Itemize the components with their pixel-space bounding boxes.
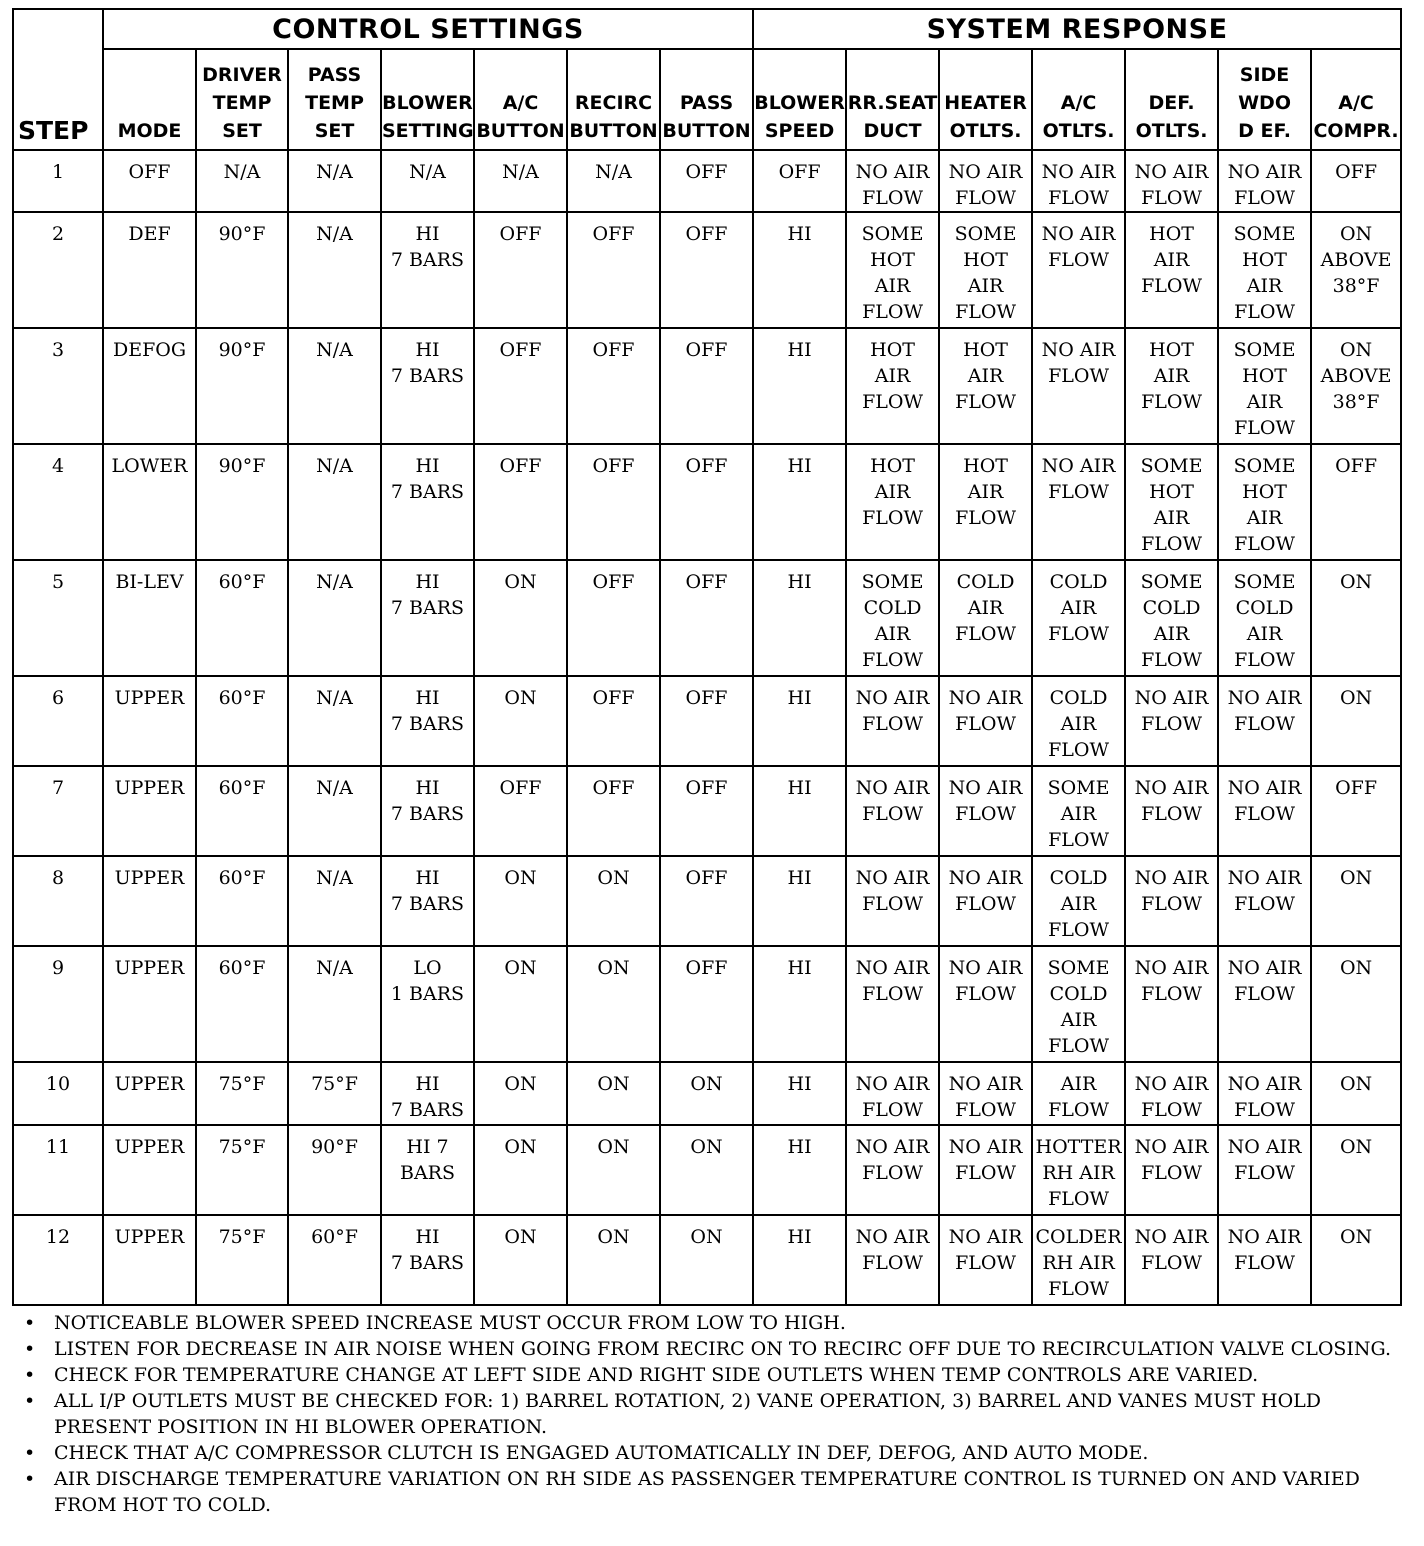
cell-step: 2 [13,212,103,328]
cell-rr-seat-duct: NO AIR FLOW [846,150,939,212]
table-row [13,1215,1401,1305]
cell-side-window-defog: NO AIR FLOW [1218,676,1311,766]
cell-side-window-defog: SOME HOT AIR FLOW [1218,444,1311,560]
cell-pass-temp-set: N/A [288,212,381,328]
cell-side-window-defog: SOME HOT AIR FLOW [1218,212,1311,328]
cell-blower-speed: HI [753,1062,846,1125]
cell-pass-button: OFF [660,150,753,212]
cell-ac-compressor: ON [1311,1062,1401,1125]
note-item [22,1440,1412,1466]
cell-ac-button: OFF [474,328,567,444]
group-header-row [13,9,1401,49]
cell-pass-button: ON [660,1062,753,1125]
cell-rr-seat-duct: NO AIR FLOW [846,1062,939,1125]
cell-blower-setting: HI 7 BARS [381,328,474,444]
cell-side-window-defog: NO AIR FLOW [1218,1062,1311,1125]
cell-pass-temp-set: N/A [288,946,381,1062]
cell-ac-compressor: OFF [1311,150,1401,212]
control-settings-heading: CONTROL SETTINGS [103,9,753,49]
cell-mode: LOWER [103,444,196,560]
cell-step: 10 [13,1062,103,1125]
cell-ac-button: ON [474,1125,567,1215]
cell-blower-setting: HI 7 BARS [381,444,474,560]
cell-pass-temp-set: N/A [288,856,381,946]
cell-heater-outlets: NO AIR FLOW [939,946,1032,1062]
column-header-side-window-defog: SIDE WDO D EF. [1218,49,1311,150]
cell-def-outlets: NO AIR FLOW [1125,676,1218,766]
cell-blower-setting: HI 7 BARS [381,676,474,766]
cell-recirc-button: OFF [567,444,660,560]
column-header-recirc-button: RECIRC BUTTON [567,49,660,150]
cell-pass-button: OFF [660,856,753,946]
cell-blower-setting: HI 7 BARS [381,1062,474,1125]
cell-pass-temp-set: N/A [288,560,381,676]
cell-heater-outlets: NO AIR FLOW [939,150,1032,212]
cell-step: 1 [13,150,103,212]
cell-ac-outlets: SOME AIR FLOW [1032,766,1125,856]
cell-ac-outlets: NO AIR FLOW [1032,212,1125,328]
cell-pass-button: OFF [660,212,753,328]
cell-ac-button: ON [474,560,567,676]
cell-driver-temp-set: 90°F [196,328,288,444]
cell-ac-button: ON [474,946,567,1062]
cell-pass-temp-set: 60°F [288,1215,381,1305]
cell-def-outlets: NO AIR FLOW [1125,856,1218,946]
cell-mode: UPPER [103,1062,196,1125]
cell-mode: UPPER [103,1215,196,1305]
cell-pass-temp-set: N/A [288,766,381,856]
cell-ac-compressor: ON [1311,1125,1401,1215]
column-header-mode: MODE [103,49,196,150]
cell-blower-setting: HI 7 BARS [381,1125,474,1215]
cell-mode: UPPER [103,766,196,856]
column-header-row [13,49,1401,150]
note-item [22,1466,1412,1518]
table-row [13,560,1401,676]
cell-def-outlets: NO AIR FLOW [1125,1125,1218,1215]
cell-def-outlets: NO AIR FLOW [1125,150,1218,212]
cell-heater-outlets: SOME HOT AIR FLOW [939,212,1032,328]
cell-mode: UPPER [103,1125,196,1215]
cell-recirc-button: OFF [567,212,660,328]
cell-rr-seat-duct: NO AIR FLOW [846,1215,939,1305]
bullet-icon: • [24,1390,36,1412]
cell-blower-speed: HI [753,328,846,444]
step-corner [13,9,103,49]
cell-rr-seat-duct: SOME COLD AIR FLOW [846,560,939,676]
cell-blower-speed: HI [753,560,846,676]
column-header-driver-temp-set: DRIVER TEMP SET [196,49,288,150]
table-row [13,766,1401,856]
table-row [13,1062,1401,1125]
cell-ac-button: ON [474,1215,567,1305]
cell-pass-temp-set: 75°F [288,1062,381,1125]
cell-pass-button: OFF [660,946,753,1062]
cell-blower-speed: HI [753,946,846,1062]
cell-mode: DEF [103,212,196,328]
cell-ac-button: ON [474,676,567,766]
cell-blower-setting: LO 1 BARS [381,946,474,1062]
cell-blower-speed: HI [753,676,846,766]
note-text: AIR DISCHARGE TEMPERATURE VARIATION ON RH SIDE AS PASSENGER TEMPERATURE CONTROL IS TURNED ON AND VARIED FROM HOT TO COLD. [54,1468,1360,1516]
cell-ac-button: ON [474,856,567,946]
cell-ac-outlets: SOME COLD AIR FLOW [1032,946,1125,1062]
cell-step: 8 [13,856,103,946]
note-text: ALL I/P OUTLETS MUST BE CHECKED FOR: 1) BARREL ROTATION, 2) VANE OPERATION, 3) BARREL AND VANES MUST HOLD PRESENT POSITION IN HI BLOWER OPERATION. [54,1390,1321,1438]
cell-heater-outlets: NO AIR FLOW [939,1125,1032,1215]
cell-mode: UPPER [103,676,196,766]
column-header-ac-button: A/C BUTTON [474,49,567,150]
cell-pass-button: OFF [660,560,753,676]
cell-driver-temp-set: 75°F [196,1215,288,1305]
cell-ac-outlets: COLDER RH AIR FLOW [1032,1215,1125,1305]
cell-ac-outlets: COLD AIR FLOW [1032,560,1125,676]
cell-side-window-defog: NO AIR FLOW [1218,946,1311,1062]
bullet-icon: • [24,1312,36,1334]
column-header-pass-button: PASS BUTTON [660,49,753,150]
cell-heater-outlets: NO AIR FLOW [939,856,1032,946]
cell-driver-temp-set: 60°F [196,856,288,946]
cell-recirc-button: ON [567,946,660,1062]
cell-ac-outlets: AIR FLOW [1032,1062,1125,1125]
cell-def-outlets: HOT AIR FLOW [1125,328,1218,444]
cell-pass-button: OFF [660,766,753,856]
cell-heater-outlets: COLD AIR FLOW [939,560,1032,676]
table-row [13,328,1401,444]
cell-pass-temp-set: 90°F [288,1125,381,1215]
table-row [13,676,1401,766]
column-header-blower-setting: BLOWER SETTING [381,49,474,150]
cell-side-window-defog: NO AIR FLOW [1218,150,1311,212]
cell-blower-speed: HI [753,766,846,856]
cell-recirc-button: N/A [567,150,660,212]
cell-recirc-button: ON [567,1062,660,1125]
cell-ac-compressor: ON [1311,1215,1401,1305]
cell-blower-setting: HI 7 BARS [381,560,474,676]
cell-heater-outlets: NO AIR FLOW [939,1062,1032,1125]
cell-blower-setting: HI 7 BARS [381,212,474,328]
cell-recirc-button: OFF [567,676,660,766]
cell-ac-compressor: ON ABOVE 38°F [1311,212,1401,328]
cell-heater-outlets: NO AIR FLOW [939,676,1032,766]
cell-def-outlets: NO AIR FLOW [1125,1215,1218,1305]
cell-pass-temp-set: N/A [288,444,381,560]
cell-blower-setting: HI 7 BARS [381,1215,474,1305]
cell-blower-speed: HI [753,1125,846,1215]
table-body [13,150,1401,1305]
cell-ac-compressor: ON [1311,676,1401,766]
cell-ac-button: ON [474,1062,567,1125]
cell-recirc-button: OFF [567,560,660,676]
note-text: NOTICEABLE BLOWER SPEED INCREASE MUST OCCUR FROM LOW TO HIGH. [54,1312,846,1334]
cell-step: 12 [13,1215,103,1305]
note-item [22,1336,1412,1362]
cell-step: 7 [13,766,103,856]
cell-pass-temp-set: N/A [288,328,381,444]
cell-ac-button: N/A [474,150,567,212]
cell-driver-temp-set: 60°F [196,676,288,766]
column-header-def-outlets: DEF. OTLTS. [1125,49,1218,150]
cell-rr-seat-duct: NO AIR FLOW [846,676,939,766]
cell-recirc-button: OFF [567,328,660,444]
cell-ac-button: OFF [474,444,567,560]
cell-def-outlets: SOME HOT AIR FLOW [1125,444,1218,560]
cell-def-outlets: HOT AIR FLOW [1125,212,1218,328]
cell-blower-setting: HI 7 BARS [381,856,474,946]
cell-side-window-defog: NO AIR FLOW [1218,856,1311,946]
bullet-icon: • [24,1468,36,1490]
note-text: CHECK FOR TEMPERATURE CHANGE AT LEFT SIDE AND RIGHT SIDE OUTLETS WHEN TEMP CONTROLS ARE VARIED. [54,1364,1259,1386]
cell-def-outlets: NO AIR FLOW [1125,1062,1218,1125]
note-item [22,1310,1412,1336]
cell-rr-seat-duct: NO AIR FLOW [846,856,939,946]
cell-blower-speed: OFF [753,150,846,212]
cell-side-window-defog: NO AIR FLOW [1218,1215,1311,1305]
cell-pass-button: OFF [660,444,753,560]
hvac-test-table [12,8,1402,1306]
cell-driver-temp-set: 90°F [196,444,288,560]
cell-ac-compressor: OFF [1311,444,1401,560]
note-text: CHECK THAT A/C COMPRESSOR CLUTCH IS ENGAGED AUTOMATICALLY IN DEF, DEFOG, AND AUTO MODE. [54,1442,1149,1464]
note-item [22,1362,1412,1388]
cell-step: 4 [13,444,103,560]
cell-heater-outlets: HOT AIR FLOW [939,444,1032,560]
bullet-icon: • [24,1442,36,1464]
cell-rr-seat-duct: NO AIR FLOW [846,1125,939,1215]
cell-ac-compressor: ON [1311,946,1401,1062]
cell-ac-outlets: NO AIR FLOW [1032,328,1125,444]
cell-side-window-defog: SOME HOT AIR FLOW [1218,328,1311,444]
cell-blower-setting: HI 7 BARS [381,766,474,856]
system-response-heading: SYSTEM RESPONSE [753,9,1401,49]
cell-ac-compressor: ON [1311,560,1401,676]
cell-ac-outlets: COLD AIR FLOW [1032,676,1125,766]
cell-rr-seat-duct: HOT AIR FLOW [846,328,939,444]
cell-driver-temp-set: 90°F [196,212,288,328]
bullet-icon: • [24,1364,36,1386]
cell-pass-temp-set: N/A [288,150,381,212]
cell-mode: DEFOG [103,328,196,444]
cell-blower-speed: HI [753,856,846,946]
cell-recirc-button: ON [567,1125,660,1215]
cell-driver-temp-set: 75°F [196,1125,288,1215]
cell-heater-outlets: NO AIR FLOW [939,1215,1032,1305]
notes-list [22,1310,1412,1518]
cell-driver-temp-set: 60°F [196,766,288,856]
table-row [13,1125,1401,1215]
note-item [22,1388,1412,1440]
cell-mode: BI-LEV [103,560,196,676]
cell-ac-compressor: ON [1311,856,1401,946]
cell-rr-seat-duct: SOME HOT AIR FLOW [846,212,939,328]
cell-side-window-defog: NO AIR FLOW [1218,766,1311,856]
cell-step: 9 [13,946,103,1062]
cell-side-window-defog: SOME COLD AIR FLOW [1218,560,1311,676]
cell-ac-button: OFF [474,766,567,856]
cell-heater-outlets: NO AIR FLOW [939,766,1032,856]
table-row [13,946,1401,1062]
cell-ac-button: OFF [474,212,567,328]
bullet-icon: • [24,1338,36,1360]
column-header-heater-outlets: HEATER OTLTS. [939,49,1032,150]
cell-pass-button: OFF [660,328,753,444]
cell-ac-outlets: NO AIR FLOW [1032,444,1125,560]
cell-pass-button: OFF [660,676,753,766]
column-header-step: STEP [13,49,103,150]
cell-driver-temp-set: N/A [196,150,288,212]
cell-def-outlets: NO AIR FLOW [1125,946,1218,1062]
cell-ac-compressor: ON ABOVE 38°F [1311,328,1401,444]
cell-heater-outlets: HOT AIR FLOW [939,328,1032,444]
cell-rr-seat-duct: NO AIR FLOW [846,946,939,1062]
cell-recirc-button: OFF [567,766,660,856]
cell-mode: OFF [103,150,196,212]
cell-ac-outlets: HOTTER RH AIR FLOW [1032,1125,1125,1215]
table-row [13,212,1401,328]
cell-pass-button: ON [660,1215,753,1305]
table-row [13,150,1401,212]
cell-driver-temp-set: 60°F [196,946,288,1062]
cell-pass-temp-set: N/A [288,676,381,766]
cell-ac-outlets: NO AIR FLOW [1032,150,1125,212]
cell-blower-setting: N/A [381,150,474,212]
cell-driver-temp-set: 60°F [196,560,288,676]
cell-def-outlets: NO AIR FLOW [1125,766,1218,856]
column-header-blower-speed: BLOWER SPEED [753,49,846,150]
cell-recirc-button: ON [567,856,660,946]
cell-step: 11 [13,1125,103,1215]
cell-ac-outlets: COLD AIR FLOW [1032,856,1125,946]
cell-ac-compressor: OFF [1311,766,1401,856]
cell-step: 6 [13,676,103,766]
column-header-rr-seat-duct: RR.SEAT DUCT [846,49,939,150]
cell-step: 5 [13,560,103,676]
note-text: LISTEN FOR DECREASE IN AIR NOISE WHEN GOING FROM RECIRC ON TO RECIRC OFF DUE TO RECIRCULATION VALVE CLOSING. [54,1338,1392,1360]
cell-mode: UPPER [103,946,196,1062]
cell-def-outlets: SOME COLD AIR FLOW [1125,560,1218,676]
table-row [13,856,1401,946]
cell-rr-seat-duct: NO AIR FLOW [846,766,939,856]
cell-blower-speed: HI [753,212,846,328]
cell-mode: UPPER [103,856,196,946]
table-row [13,444,1401,560]
column-header-pass-temp-set: PASS TEMP SET [288,49,381,150]
cell-driver-temp-set: 75°F [196,1062,288,1125]
cell-blower-speed: HI [753,444,846,560]
column-header-ac-outlets: A/C OTLTS. [1032,49,1125,150]
cell-recirc-button: ON [567,1215,660,1305]
column-header-ac-compressor: A/C COMPR. [1311,49,1401,150]
cell-side-window-defog: NO AIR FLOW [1218,1125,1311,1215]
cell-step: 3 [13,328,103,444]
cell-rr-seat-duct: HOT AIR FLOW [846,444,939,560]
cell-blower-speed: HI [753,1215,846,1305]
cell-pass-button: ON [660,1125,753,1215]
